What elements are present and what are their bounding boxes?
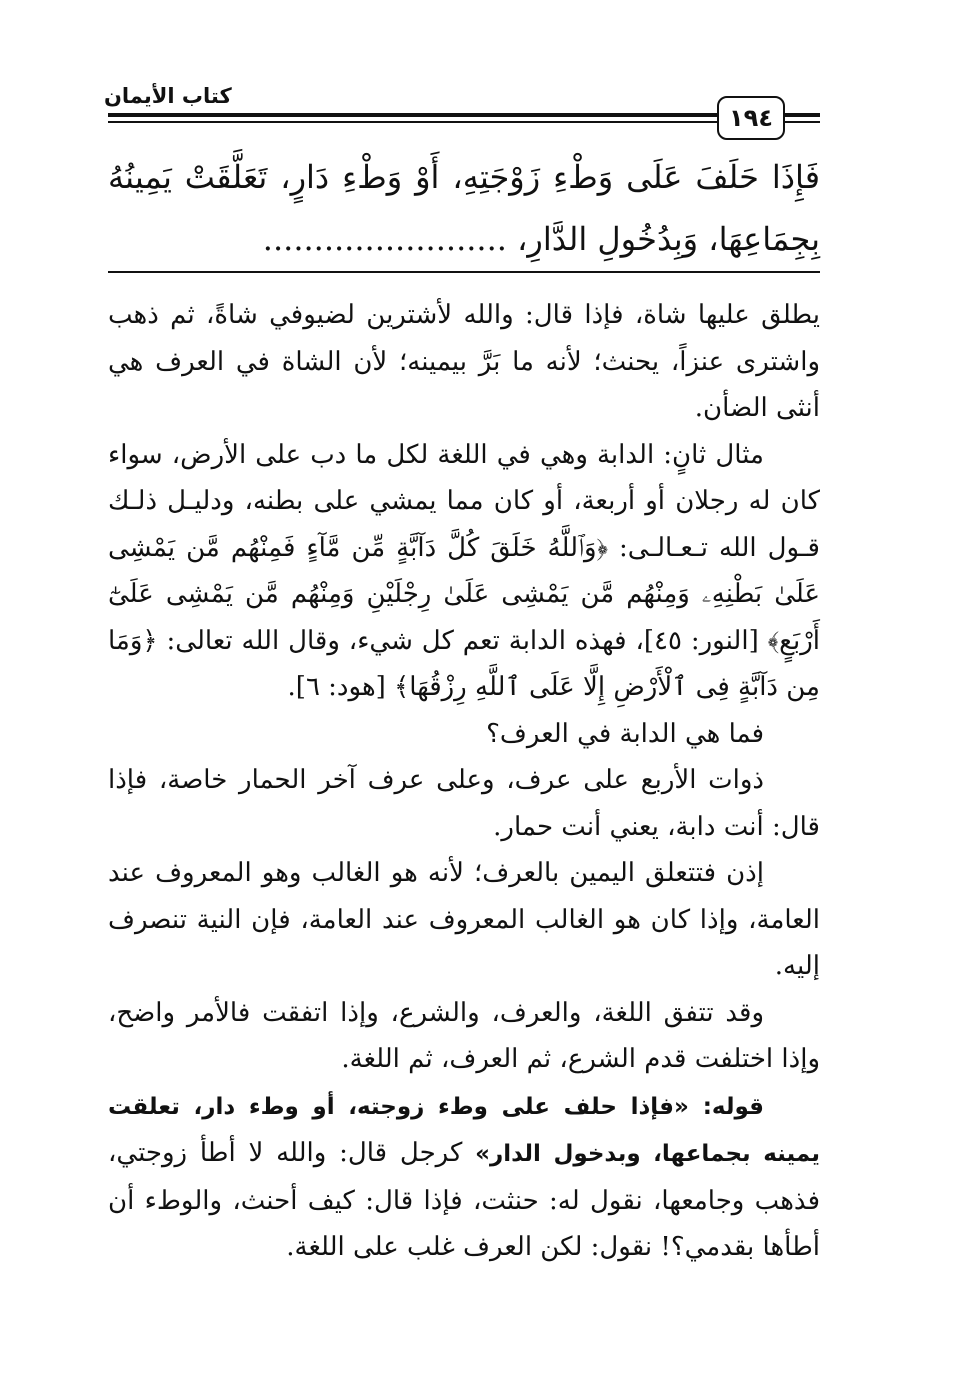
commentary-text: كرجل قال: والله لا أطأ زوجتي، فذهب وجامعها، نقول له: حنثت، فإذا قال: كيف أحنث، والوطء أن أطأها بقدمي؟! نقول: لكن العرف غلب على اللغة. <box>108 1138 820 1262</box>
commentary-body <box>108 292 820 1271</box>
paragraph-5: إذن فتتعلق اليمين بالعرف؛ لأنه هو الغالب وهو المعروف عند العامة، وإذا كان هو الغالب المعروف عند العامة، فإن النية تنصرف إليه. <box>108 858 820 981</box>
commentary-label: قوله: <box>702 1093 764 1120</box>
page-number: ١٩٤ <box>717 96 785 140</box>
paragraph-commentary <box>108 1083 820 1271</box>
paragraph-3: فما هي الدابة في العرف؟ <box>486 718 764 749</box>
paragraph-4: ذوات الأربع على عرف، وعلى عرف آخر الحمار خاصة، فإذا قال: أنت دابة، يعني أنت حمار. <box>108 765 820 842</box>
paragraph-6: وقد تتفق اللغة، والعرف، والشرع، وإذا اتفقت فالأمر واضح، وإذا اختلفت قدم الشرع، ثم العرف، ثم اللغة. <box>108 997 820 1074</box>
commentary-quote: «فإذا حلف على وطء زوجته، أو وطء دار، تعلقت يمينه بجماعها، وبدخول الدار» <box>108 1093 820 1167</box>
matn-line: فَإِذَا حَلَفَ عَلَى وَطْءِ زَوْجَتِهِ، أَوْ وَطْءِ دَارٍ، تَعَلَّقَتْ يَمِينُهُ بِجِمَاعِهَا، وَبِدُخُولِ الدَّارِ، ........................ <box>108 158 820 258</box>
book-section-title: كتاب الأيمان <box>104 84 232 108</box>
header-rule-bottom <box>108 121 820 123</box>
header-rule-top <box>108 113 820 117</box>
paragraph-1: يطلق عليها شاة، فإذا قال: والله لأشترين لضيوفي شاةً، ثم ذهب واشترى عنزاً، يحنث؛ لأنه ما بَرَّ بيمينه؛ لأن الشاة في العرف هي أنثى الضأن. <box>108 300 820 423</box>
matn-text <box>108 146 820 270</box>
matn-separator <box>108 271 820 273</box>
paragraph-2: مثال ثانٍ: الدابة وهي في اللغة لكل ما دب على الأرض، سواء كان له رجلان أو أربعة، أو كان مما يمشي على بطنه، ودليـل ذلـك قـول الله تـعـالـى: ﴿وَٱللَّهُ خَلَقَ كُلَّ دَآبَّةٍ مِّن مَّآءٍ فَمِنْهُم مَّن يَمْشِى عَلَىٰ بَطْنِهِۦ وَمِنْهُم مَّن يَمْشِى عَلَىٰ رِجْلَيْنِ وَمِنْهُم مَّن يَمْشِى عَلَىٰٓ أَرْبَعٍ﴾ [النور: ٤٥]، فهذه الدابة تعم كل شيء، وقال الله تعالى: ﴿وَمَا مِن دَآبَّةٍ فِى ٱلْأَرْضِ إِلَّا عَلَى ٱللَّهِ رِزْقُهَا﴾ [هود: ٦]. <box>108 439 820 702</box>
